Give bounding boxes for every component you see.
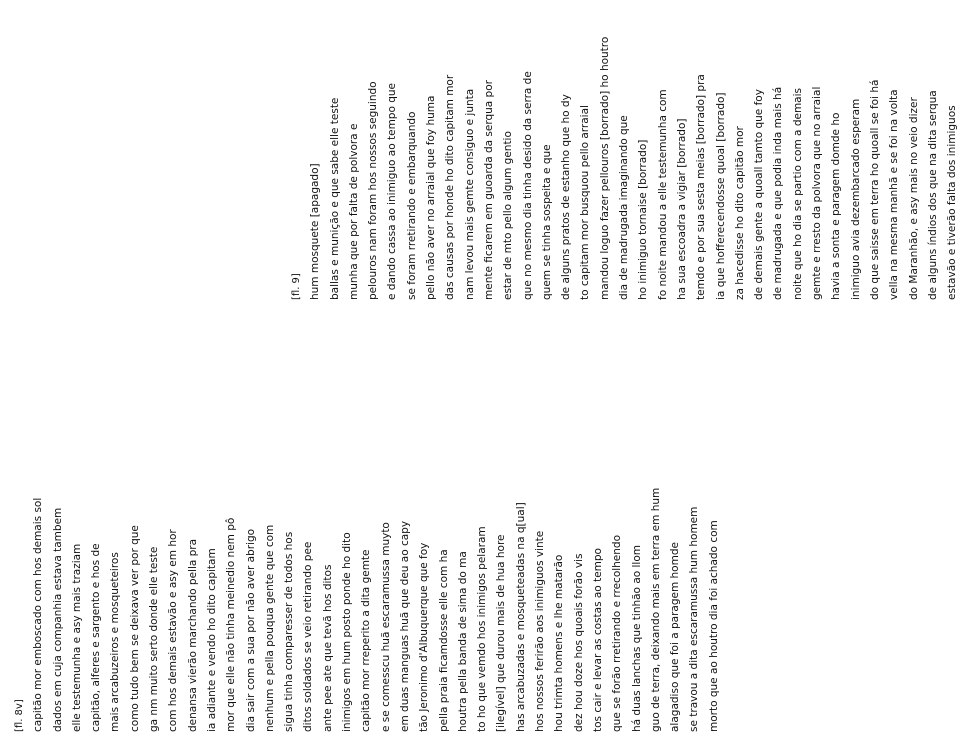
right-column-line: ha sua escoadra a vigiar [borrado]	[675, 118, 688, 300]
right-column-line: havia a sonta e paragem domde ho	[830, 112, 843, 300]
right-column-line: nam levou mais gemte consiguo e junta	[463, 88, 476, 300]
left-column-line: elle testemunha e asy mais traziam	[70, 543, 83, 732]
right-column-line: za hacedisse ho dito capitão mor	[733, 126, 746, 300]
right-column-line: mandou loguo fazer pellouros [borrado] ho houtro	[598, 36, 611, 300]
left-column-line: to ho que vemdo hos inimigos pelaram	[476, 526, 489, 732]
left-column-line: e se comesscu huã escaramussa muyto	[379, 522, 392, 732]
right-column-line: pelouros nam foram hos nossos seguindo	[367, 81, 380, 300]
right-column-line: temdo e por sua sesta meias [borrado] pra	[695, 74, 708, 300]
left-folio-heading: [fl. 8v]	[14, 699, 25, 732]
right-column-line: do Maranhão, e asy mais no veio dizer	[907, 97, 920, 300]
left-column-line: ditos soldados se veio retirando pee	[302, 541, 315, 732]
right-column-line: ho inimiguo tornaise [borrado]	[637, 139, 650, 300]
left-column-line: se travou a dita escaramussa hum homem	[688, 506, 701, 732]
left-column-line: sigua tinha comparesser de todos hos	[283, 531, 296, 732]
right-column-line: vella na mesma manhã e se foi na volta	[888, 89, 901, 300]
left-column-line: mais arcabuzeiros e mosqueteiros	[109, 552, 122, 732]
left-column-line: denansa vierão marchando pella pra	[186, 538, 199, 732]
right-column-line: de demais gente a quoall tamto que foy	[753, 89, 766, 300]
right-column-line: ia que hofferecendosse quoal [borrado]	[714, 92, 727, 300]
left-column-line: com hos demais estavão e asy em hor	[167, 529, 180, 732]
right-column-line: estar de mto pello algum gentio	[502, 131, 515, 300]
right-column-line: das causas por honde ho dito capitam mor	[444, 74, 457, 300]
left-column-line: mor que elle não tinha meinedio nem pô	[225, 517, 238, 732]
left-column-line: ante pee ate que tevã hos ditos	[321, 564, 334, 732]
left-column-line: em duas manguas huã que deu ao capy	[398, 520, 411, 732]
right-column-line: fo noite mandou a elle testemunha com	[656, 89, 669, 300]
right-column-line: to capitam mor busquou pello arraial	[579, 105, 592, 300]
left-column-line: hou trimta homens e lhe matarão	[553, 554, 566, 732]
right-column-line: inimiguo avia dezembarcado esperam	[849, 98, 862, 300]
right-column-line: do que saisse em terra ho quoall se foi há	[868, 79, 881, 300]
right-column-line: se foram rretirando e embarquando	[405, 111, 418, 300]
left-column-line: has arcabuzadas e mosqueteadas na q[ual]	[514, 502, 527, 732]
left-column-line: como tudo bem se deixava ver por que	[128, 525, 141, 732]
left-column-line: nenhum e pella pouqua gente que com	[263, 524, 276, 732]
left-column-line: dia sair com a sua por não aver abrigo	[244, 528, 257, 732]
left-column-line: tos cair e levar as costas ao tempo	[591, 548, 604, 732]
left-column-line: que se forão rretirando e rrecolhendo	[611, 534, 624, 732]
right-column-line: e dando cassa ao inimiguo ao tempo que	[386, 82, 399, 300]
left-column-line: hos nossos ferirão aos inimiguos vinte	[534, 530, 547, 732]
right-column-line: hum mosquete [apagado]	[309, 163, 322, 300]
right-column-line: de alguns pratos de estanho que ho dy	[560, 94, 573, 300]
left-column-line: capitão mor emboscado com hos demais sol	[32, 497, 45, 732]
right-column-line: gemte e rresto da polvora que no arraial	[811, 86, 824, 300]
right-column-line: ballas e munição e que sabe elle teste	[328, 97, 341, 300]
left-column-line: capitão mor rreperito a dita gemte	[360, 549, 373, 732]
right-column-line: dia de madrugada imaginando que	[618, 115, 631, 300]
left-column-line: houtra pella banda de sima do ma	[456, 551, 469, 732]
left-column-line: [ilegível] que durou mais de hua hore	[495, 534, 508, 732]
right-column-line: pello não aver no arraial que foy huma	[425, 95, 438, 300]
right-column-line: de madrugada e que podia inda mais há	[772, 86, 785, 300]
right-column-line: de alguns índios dos que na dita serqua	[926, 90, 939, 300]
left-column-line: inimigos em hum posto ponde ho dito	[341, 532, 354, 732]
right-column-line: munha que por falta de polvora e	[347, 123, 360, 300]
right-column	[287, 37, 962, 300]
right-column-line: mente ficarem em guoarda da serqua por	[482, 80, 495, 300]
left-column-line: ga nm muito serto donde elle teste	[148, 546, 161, 732]
right-column-line: que no mesmo dia tinha desido da serra de	[521, 71, 534, 300]
left-column-line: dados em cuja companhia estava tambem	[51, 507, 64, 732]
right-column-line: noite que ho dia se partio com a demais	[791, 88, 804, 300]
left-column	[10, 488, 724, 732]
left-column-line: guo de terra, deixando mais em terra em hum	[649, 487, 662, 732]
left-column-line: morto que ao houtro dia foi achado com	[707, 520, 720, 732]
right-column-line: estavão e tiverão falta dos inimiguos	[946, 105, 959, 300]
left-column-line: dez hou doze hos quoais forão vis	[572, 553, 585, 732]
left-column-line: tão Jeronimo d'Albuquerque que foy	[418, 542, 431, 732]
left-column-line: capitão, alferes e sargento e hos de	[90, 543, 103, 732]
right-column-line: quem se tinha sospeita e que	[540, 144, 553, 300]
left-column-line: alagadiso que foi a paragem homde	[669, 542, 682, 732]
left-column-line: pella praia ficamdosse elle com ha	[437, 549, 450, 732]
right-folio-heading: [fl. 9]	[291, 273, 302, 300]
left-column-line: há duas lanchas que tinhão ao llom	[630, 544, 643, 732]
left-column-line: ia adiante e vendo ho dito capitam	[205, 548, 218, 732]
